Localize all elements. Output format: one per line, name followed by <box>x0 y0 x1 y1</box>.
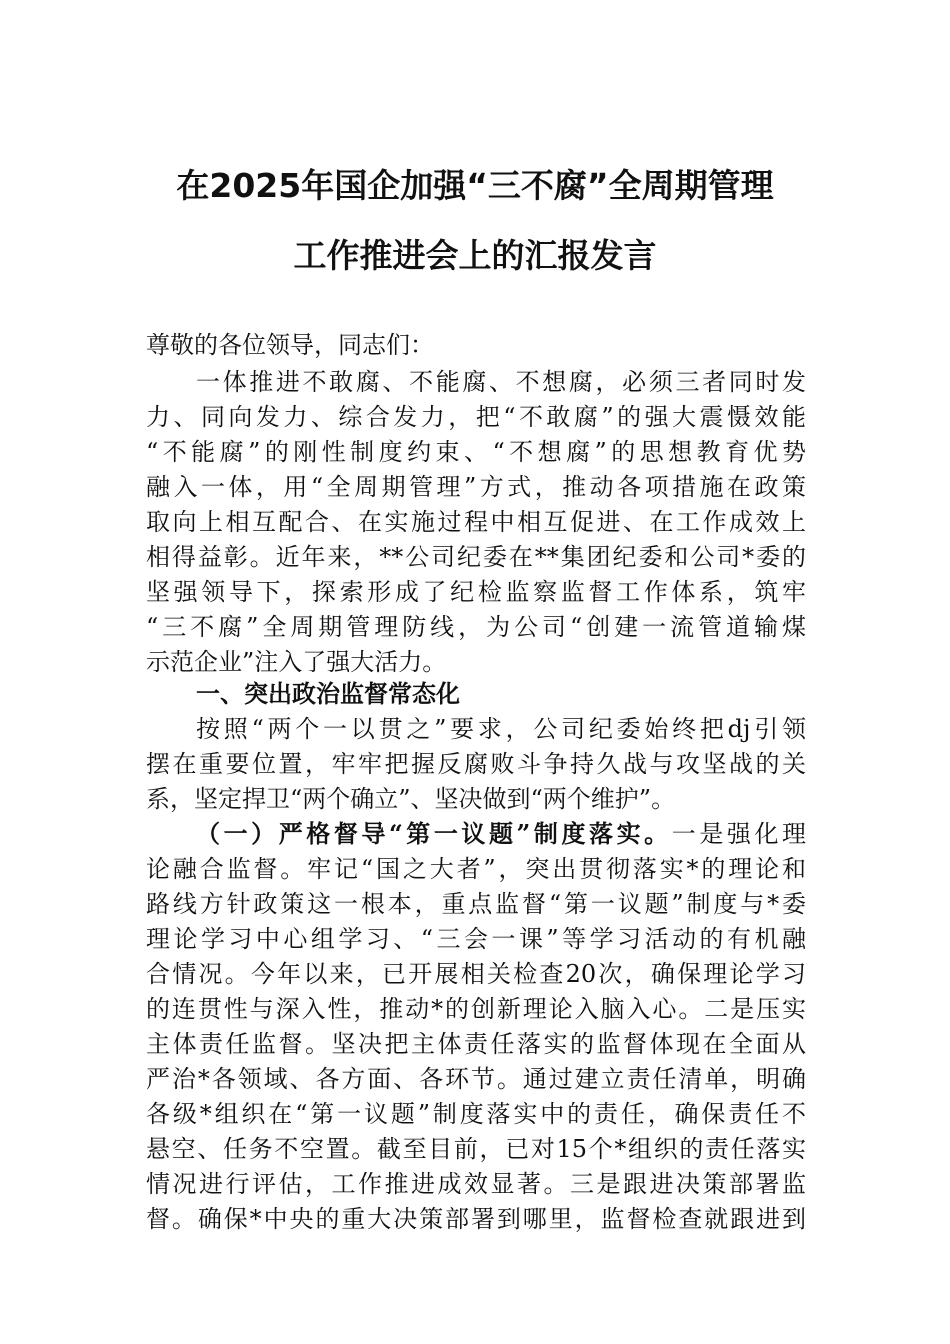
subsection-line: 督。确保*中央的重大决策部署到哪里，监督检查就跟进到 <box>146 1205 806 1233</box>
section-heading: 一、突出政治监督常态化 <box>196 680 460 708</box>
document-title-line-2: 工作推进会上的汇报发言 <box>293 236 657 275</box>
intro-line: “不能腐”的刚性制度约束、“不想腐”的思想教育优势 <box>146 438 806 466</box>
subsection-heading: （一）严格督导“第一议题”制度落实。 <box>196 819 672 848</box>
intro-line: 坚强领导下，探索形成了纪检监察监督工作体系，筑牢 <box>146 578 806 606</box>
document-title-line-1: 在2025年国企加强“三不腐”全周期管理 <box>176 166 774 205</box>
intro-line: 融入一体，用“全周期管理”方式，推动各项措施在政策 <box>146 473 806 501</box>
intro-line: 相得益彰。近年来，**公司纪委在**集团纪委和公司*委的 <box>146 543 806 571</box>
subsection-line: 路线方针政策这一根本，重点监督“第一议题”制度与*委 <box>146 890 806 918</box>
section-line: 摆在重要位置，牢牢把握反腐败斗争持久战与攻坚战的关 <box>146 750 806 778</box>
subsection-line: 各级*组织在“第一议题”制度落实中的责任，确保责任不 <box>146 1100 806 1128</box>
subsection-first-line-rest: 一是强化理 <box>671 820 807 848</box>
subsection-line: 主体责任监督。坚决把主体责任落实的监督体现在全面从 <box>146 1030 806 1058</box>
salutation: 尊敬的各位领导，同志们： <box>146 331 434 359</box>
intro-line: 示范企业”注入了强大活力。 <box>146 648 447 676</box>
subsection-line: 情况进行评估，工作推进成效显著。三是跟进决策部署监 <box>146 1170 806 1198</box>
intro-line: “三不腐”全周期管理防线，为公司“创建一流管道输煤 <box>146 613 806 641</box>
subsection-line: 合情况。今年以来，已开展相关检查20次，确保理论学习 <box>146 960 806 988</box>
subsection-line: 理论学习中心组学习、“三会一课”等学习活动的有机融 <box>146 925 806 953</box>
intro-line: 力、同向发力、综合发力，把“不敢腐”的强大震慑效能 <box>146 403 806 431</box>
subsection-line: 悬空、任务不空置。截至目前，已对15个*组织的责任落实 <box>146 1135 806 1163</box>
section-line: 系，坚定捍卫“两个确立”、坚决做到“两个维护”。 <box>146 785 676 813</box>
subsection-line: 严治*各领域、各方面、各环节。通过建立责任清单，明确 <box>146 1065 806 1093</box>
intro-line: 取向上相互配合、在实施过程中相互促进、在工作成效上 <box>146 508 806 536</box>
subsection-line: 的连贯性与深入性，推动*的创新理论入脑入心。二是压实 <box>146 995 806 1023</box>
subsection-line: 论融合监督。牢记“国之大者”，突出贯彻落实*的理论和 <box>146 855 806 883</box>
subsection-first-line <box>196 818 806 850</box>
section-line: 按照“两个一以贯之”要求，公司纪委始终把dj引领 <box>196 715 806 743</box>
intro-line: 一体推进不敢腐、不能腐、不想腐，必须三者同时发 <box>196 368 806 396</box>
